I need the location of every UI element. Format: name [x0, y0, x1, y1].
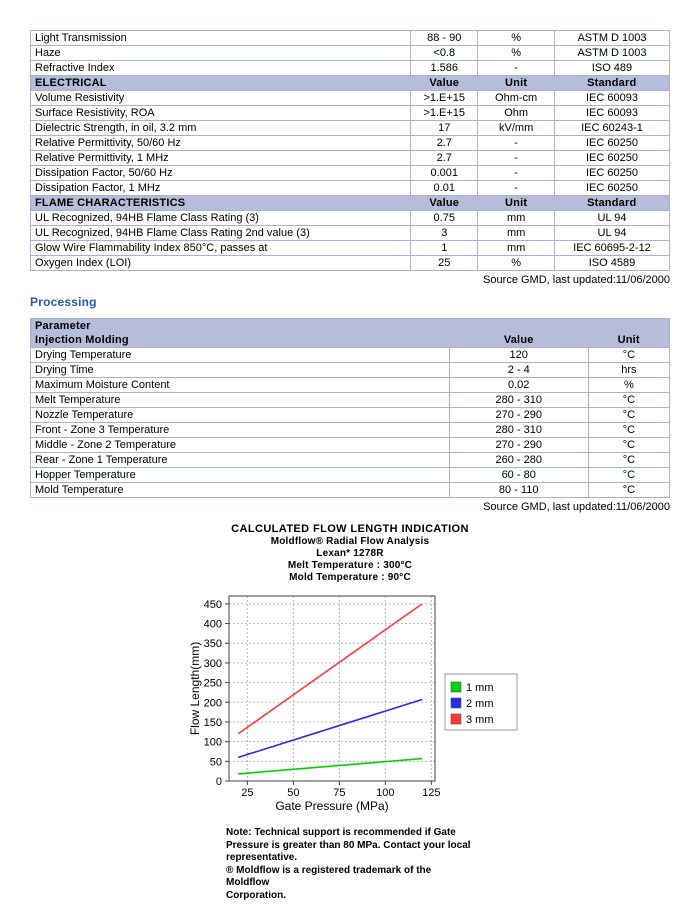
table-cell: mm: [478, 211, 555, 226]
table-cell: <0.8: [411, 46, 478, 61]
svg-text:100: 100: [376, 787, 395, 799]
table-cell: IEC 60250: [554, 151, 669, 166]
table-cell: UL 94: [554, 226, 669, 241]
table-row: [31, 483, 670, 498]
chart-note: [226, 827, 474, 902]
table-cell: 2.7: [411, 136, 478, 151]
table-cell: Value: [411, 196, 478, 211]
table-row: [31, 226, 670, 241]
table-row: [31, 91, 670, 106]
table-cell: 0.02: [449, 378, 588, 393]
table-cell: Standard: [554, 76, 669, 91]
table-cell: Ohm-cm: [478, 91, 555, 106]
table-cell: Maximum Moisture Content: [31, 378, 450, 393]
table-cell: 1: [411, 241, 478, 256]
table-cell: °C: [588, 408, 669, 423]
table-cell: Glow Wire Flammability Index 850°C, passes at: [31, 241, 411, 256]
table-cell: -: [478, 166, 555, 181]
table-cell: IEC 60695-2-12: [554, 241, 669, 256]
table-row: [31, 408, 670, 423]
note-line: representative.: [226, 852, 298, 863]
table-cell: °C: [588, 348, 669, 363]
table-cell: IEC 60093: [554, 106, 669, 121]
svg-text:75: 75: [333, 787, 346, 799]
table-cell: 0.001: [411, 166, 478, 181]
table-row: [31, 46, 670, 61]
note-line: Pressure is greater than 80 MPa. Contact your local: [226, 839, 471, 851]
table-cell: Relative Permittivity, 1 MHz: [31, 151, 411, 166]
table-cell: 3: [411, 226, 478, 241]
table-cell: °C: [588, 423, 669, 438]
table-cell: 60 - 80: [449, 468, 588, 483]
processing-table: [30, 318, 670, 498]
svg-text:150: 150: [203, 716, 222, 729]
table-cell: mm: [478, 241, 555, 256]
section-header-row: [31, 333, 670, 348]
table-cell: Middle - Zone 2 Temperature: [31, 438, 450, 453]
table-cell: IEC 60250: [554, 181, 669, 196]
properties-table: [30, 30, 670, 271]
table-row: [31, 241, 670, 256]
table-cell: 88 - 90: [411, 31, 478, 46]
table-cell: >1.E+15: [411, 106, 478, 121]
chart-title: CALCULATED FLOW LENGTH INDICATION: [231, 523, 469, 535]
table-row: [31, 378, 670, 393]
table-cell: Unit: [588, 333, 669, 348]
table-row: [31, 393, 670, 408]
table-cell: 280 - 310: [449, 423, 588, 438]
svg-text:400: 400: [203, 618, 222, 631]
table-row: [31, 166, 670, 181]
table-row: [31, 211, 670, 226]
table-cell: 0.01: [411, 181, 478, 196]
section-header-row: [31, 196, 670, 211]
chart-subtitle: Lexan* 1278R: [316, 548, 384, 559]
table-cell: FLAME CHARACTERISTICS: [31, 196, 411, 211]
svg-text:0: 0: [215, 776, 222, 788]
table-row: [31, 136, 670, 151]
table-cell: Mold Temperature: [31, 483, 450, 498]
table-cell: 270 - 290: [449, 408, 588, 423]
table-cell: Dielectric Strength, in oil, 3.2 mm: [31, 121, 411, 136]
table-row: [31, 31, 670, 46]
table-cell: IEC 60250: [554, 166, 669, 181]
table-cell: Haze: [31, 46, 411, 61]
svg-text:250: 250: [203, 677, 222, 690]
svg-text:Gate Pressure (MPa): Gate Pressure (MPa): [275, 799, 389, 813]
table-cell: UL 94: [554, 211, 669, 226]
table-cell: °C: [588, 438, 669, 453]
processing-heading: Processing: [30, 295, 97, 309]
table-row: [31, 181, 670, 196]
table-row: [31, 453, 670, 468]
svg-text:25: 25: [241, 787, 254, 799]
table-row: [31, 61, 670, 76]
table-row: [31, 468, 670, 483]
note-line: ® Moldflow is a registered trademark of the Moldflow: [226, 864, 432, 888]
table-cell: -: [478, 181, 555, 196]
table-cell: °C: [588, 453, 669, 468]
table-cell: >1.E+15: [411, 91, 478, 106]
note-line: Note: Technical support is recommended if Gate: [226, 827, 456, 838]
table-cell: Parameter: [31, 319, 670, 334]
table-cell: °C: [588, 483, 669, 498]
chart-subtitle: Melt Temperature : 300°C: [287, 560, 413, 571]
svg-text:125: 125: [422, 787, 441, 799]
svg-text:200: 200: [203, 697, 222, 710]
table-cell: Melt Temperature: [31, 393, 450, 408]
table-cell: °C: [588, 393, 669, 408]
table-cell: ISO 4589: [554, 256, 669, 271]
note-line: Corporation.: [226, 889, 286, 901]
table-cell: Standard: [554, 196, 669, 211]
table-cell: 260 - 280: [449, 453, 588, 468]
table-cell: %: [478, 46, 555, 61]
table-cell: -: [478, 61, 555, 76]
flow-length-chart: [30, 522, 670, 902]
svg-text:50: 50: [209, 756, 222, 769]
table-cell: Unit: [478, 196, 555, 211]
table-cell: Injection Molding: [31, 333, 450, 348]
section-header-row: [31, 76, 670, 91]
table-cell: °C: [588, 468, 669, 483]
table-cell: UL Recognized, 94HB Flame Class Rating (3): [31, 211, 411, 226]
table-cell: 280 - 310: [449, 393, 588, 408]
table-cell: %: [478, 256, 555, 271]
table-cell: ASTM D 1003: [554, 31, 669, 46]
table-cell: Rear - Zone 1 Temperature: [31, 453, 450, 468]
table-row: [31, 423, 670, 438]
svg-text:300: 300: [203, 657, 222, 670]
table-cell: IEC 60093: [554, 91, 669, 106]
table-cell: %: [478, 31, 555, 46]
table-row: [31, 438, 670, 453]
table-cell: 1.586: [411, 61, 478, 76]
svg-text:1 mm: 1 mm: [466, 682, 494, 694]
svg-text:450: 450: [203, 598, 222, 611]
svg-text:100: 100: [203, 736, 222, 749]
table-cell: IEC 60250: [554, 136, 669, 151]
table-cell: -: [478, 136, 555, 151]
table-cell: Relative Permittivity, 50/60 Hz: [31, 136, 411, 151]
svg-text:Flow Length(mm): Flow Length(mm): [188, 641, 202, 736]
table-cell: 0.75: [411, 211, 478, 226]
table-cell: 80 - 110: [449, 483, 588, 498]
table-cell: Unit: [478, 76, 555, 91]
flow-chart-plot: [187, 588, 525, 821]
table-cell: Front - Zone 3 Temperature: [31, 423, 450, 438]
svg-text:2 mm: 2 mm: [466, 698, 494, 710]
table-cell: Drying Time: [31, 363, 450, 378]
svg-text:50: 50: [287, 787, 300, 799]
source-note: Source GMD, last updated:11/06/2000: [483, 501, 670, 513]
table-cell: Nozzle Temperature: [31, 408, 450, 423]
table-cell: Surface Resistivity, ROA: [31, 106, 411, 121]
table-cell: Drying Temperature: [31, 348, 450, 363]
svg-text:3 mm: 3 mm: [466, 714, 494, 726]
table-cell: Ohm: [478, 106, 555, 121]
table-cell: 120: [449, 348, 588, 363]
table-row: [31, 348, 670, 363]
table-row: [31, 121, 670, 136]
table-cell: -: [478, 151, 555, 166]
table-row: [31, 151, 670, 166]
table-cell: 17: [411, 121, 478, 136]
table-cell: ELECTRICAL: [31, 76, 411, 91]
table-cell: %: [588, 378, 669, 393]
section-header-row: [31, 319, 670, 334]
table-cell: 2 - 4: [449, 363, 588, 378]
chart-subtitle: Mold Temperature : 90°C: [289, 572, 411, 583]
table-row: [31, 106, 670, 121]
table-cell: hrs: [588, 363, 669, 378]
source-note: Source GMD, last updated:11/06/2000: [483, 274, 670, 286]
table-cell: Dissipation Factor, 50/60 Hz: [31, 166, 411, 181]
table-cell: ISO 489: [554, 61, 669, 76]
table-cell: Dissipation Factor, 1 MHz: [31, 181, 411, 196]
svg-text:350: 350: [203, 638, 222, 651]
table-cell: 2.7: [411, 151, 478, 166]
table-cell: Volume Resistivity: [31, 91, 411, 106]
table-cell: UL Recognized, 94HB Flame Class Rating 2nd value (3): [31, 226, 411, 241]
table-cell: IEC 60243-1: [554, 121, 669, 136]
table-cell: Oxygen Index (LOI): [31, 256, 411, 271]
table-row: [31, 256, 670, 271]
table-row: [31, 363, 670, 378]
chart-subtitle: Moldflow® Radial Flow Analysis: [270, 536, 430, 547]
table-cell: Light Transmission: [31, 31, 411, 46]
table-cell: ASTM D 1003: [554, 46, 669, 61]
table-cell: Value: [449, 333, 588, 348]
table-cell: 25: [411, 256, 478, 271]
table-cell: kV/mm: [478, 121, 555, 136]
table-cell: Value: [411, 76, 478, 91]
table-cell: Refractive Index: [31, 61, 411, 76]
table-cell: Hopper Temperature: [31, 468, 450, 483]
table-cell: 270 - 290: [449, 438, 588, 453]
table-cell: mm: [478, 226, 555, 241]
